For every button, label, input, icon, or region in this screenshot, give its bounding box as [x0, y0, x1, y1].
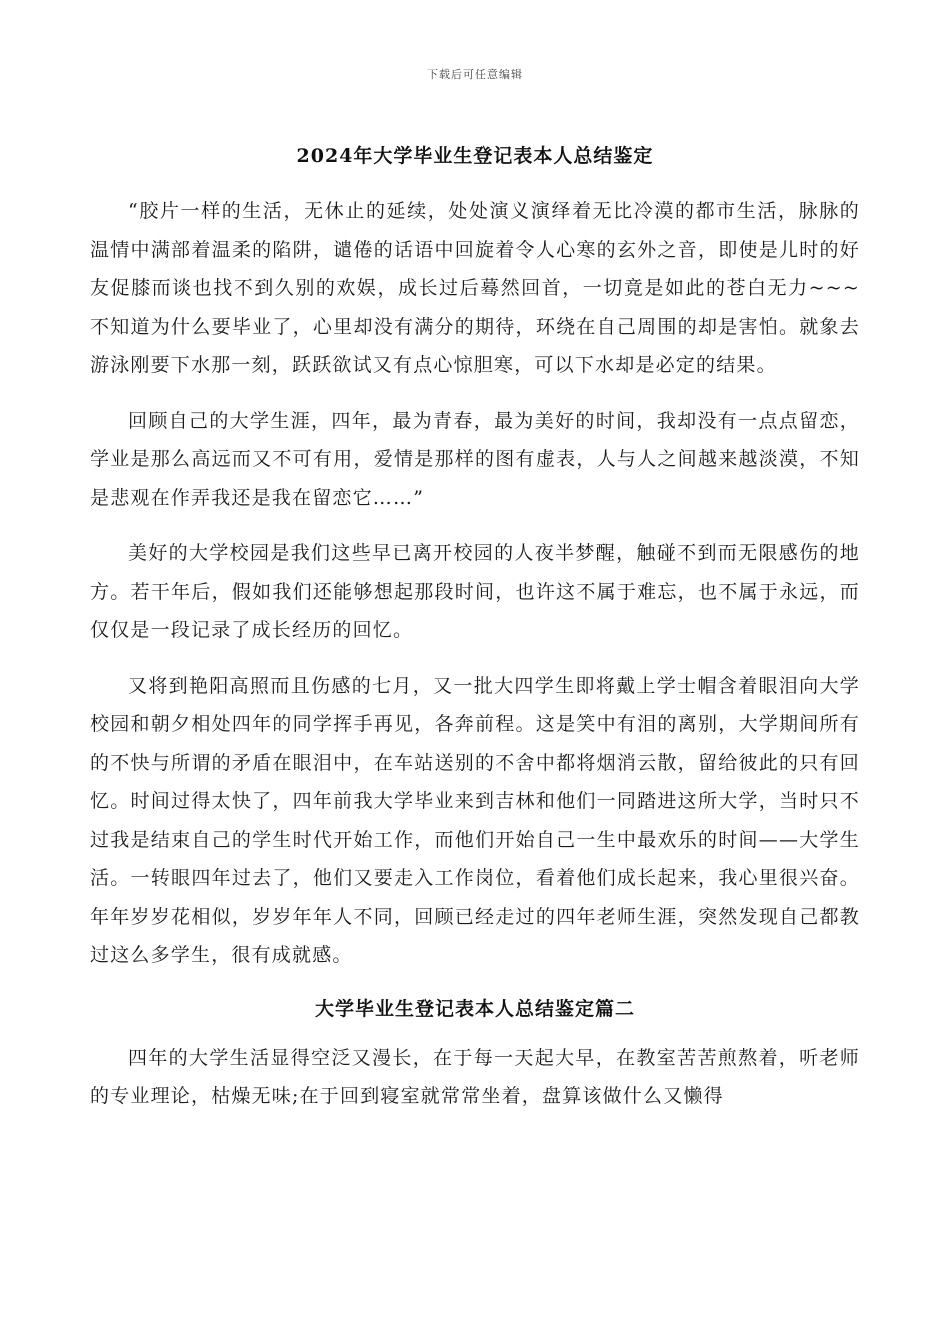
document-body [90, 140, 860, 1116]
document-title: 2024年大学毕业生登记表本人总结鉴定 [296, 145, 654, 167]
section-2-title: 大学毕业生登记表本人总结鉴定篇二 [314, 997, 635, 1020]
paragraph-4: 又将到艳阳高照而且伤感的七月，又一批大四学生即将戴上学士帽含着眼泪向大学校园和朝夕相处四年的同学挥手再见，各奔前程。这是笑中有泪的离别，大学期间所有的不快与所谓的矛盾在眼泪中，在车站送别的不舍中都将烟消云散，留给彼此的只有回忆。时间过得太快了，四年前我大学毕业来到吉林和他们一同踏进这所大学，当时只不过我是结束自己的学生时代开始工作，而他们开始自己一生中最欢乐的时间——大学生活。一转眼四年过去了，他们又要走入工作岗位，看着他们成长起来，我心里很兴奋。年年岁岁花相似，岁岁年年人不同，回顾已经走过的四年老师生涯，突然发现自己都教过这么多学生，很有成就感。 [90, 674, 860, 966]
paragraph-1: “胶片一样的生活，无休止的延续，处处演义演绎着无比冷漠的都市生活，脉脉的温情中满部着温柔的陷阱，谴倦的话语中回旋着令人心寒的玄外之音，即使是儿时的好友促膝而谈也找不到久别的欢娱，成长过后蓦然回首，一切竟是如此的苍白无力~~~不知道为什么要毕业了，心里却没有满分的期待，环绕在自己周围的却是害怕。就象去游泳刚要下水那一刻，跃跃欲试又有点心惊胆寒，可以下水却是必定的结果。 [90, 200, 860, 376]
paragraph-3: 美好的大学校园是我们这些早已离开校园的人夜半梦醒，触碰不到而无限感伤的地方。若干年后，假如我们还能够想起那段时间，也许这不属于难忘，也不属于永远，而仅仅是一段记录了成长经历的回忆。 [90, 542, 860, 641]
paragraph-2: 回顾自己的大学生涯，四年，最为青春，最为美好的时间，我却没有一点点留恋，学业是那么高远而又不可有用，爱情是那样的图有虚表，人与人之间越来越淡漠，不知是悲观在作弄我还是我在留恋它……” [90, 409, 860, 509]
section-2-paragraph: 四年的大学生活显得空泛又漫长，在于每一天起大早，在教室苦苦煎熬着，听老师的专业理论，枯燥无味;在于回到寝室就常常坐着，盘算该做什么又懒得 [90, 1046, 860, 1107]
header-note: 下载后可任意编辑 [427, 68, 523, 81]
